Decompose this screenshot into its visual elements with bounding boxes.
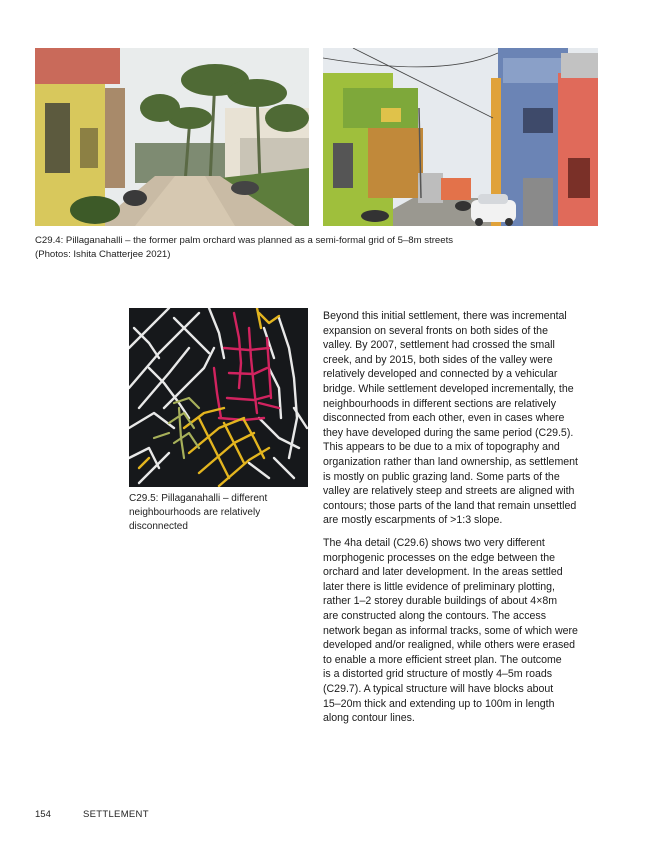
body-paragraph-2 [323, 536, 598, 726]
page-number: 154 [35, 809, 51, 820]
photo-colourful-street [323, 48, 598, 226]
body-paragraph-1 [323, 309, 598, 528]
text-line: Beyond this initial settlement, there was incremental [323, 310, 567, 322]
text-line: is mostly on public grazing land. Some parts of the [323, 470, 560, 483]
caption-line: neighbourhoods are relatively [129, 507, 261, 518]
text-line: later there is little evidence of preliminary plotting, [323, 580, 555, 593]
text-line: rather 1–2 storey durable buildings of about 4×8m [323, 595, 558, 608]
text-line: creek, and by 2015, both sides of the valley were [323, 353, 553, 366]
caption-line: disconnected [129, 521, 188, 532]
text-line: along contour lines. [323, 712, 415, 725]
text-line: contours; those parts of the land that remain unsettled [323, 499, 577, 512]
caption-line: C29.4: Pillaganahalli – the former palm orchard was planned as a semi-formal grid of 5–8m streets [35, 235, 454, 246]
text-line: expansion on several fronts on both sides of the [323, 324, 548, 337]
text-line: they have developed during the same period (C29.5). [323, 426, 574, 439]
text-line: bridge. While settlement developed incrementally, the [323, 382, 574, 395]
running-footer-section: SETTLEMENT [83, 809, 149, 820]
text-line: neighbourhoods in different sections are relatively [323, 397, 557, 410]
figure-caption-c29-4 [35, 234, 600, 261]
caption-line: C29.5: Pillaganahalli – different [129, 493, 268, 504]
text-line: are mostly escarpments of >1:3 slope. [323, 514, 503, 527]
text-line: relatively developed and connected by a vehicular [323, 368, 558, 381]
figure-caption-c29-5 [129, 492, 304, 534]
text-line: are constructed along the contours. The access [323, 609, 546, 622]
text-line: disconnected from each other, even in cases where [323, 412, 565, 425]
caption-credit: (Photos: Ishita Chatterjee 2021) [35, 248, 171, 260]
text-line: organization rather than land ownership, as settlement [323, 455, 578, 468]
text-line: 15–20m thick and extending up to 100m in length [323, 697, 555, 710]
text-line: valley are relatively steep and streets are aligned with [323, 485, 575, 498]
text-line: morphogenic processes on the edge between the [323, 551, 556, 564]
text-line: orchard and later development. In the areas settled [323, 566, 563, 579]
text-line: network began as informal tracks, some of which were [323, 624, 578, 637]
text-line: This appears to be due to a mix of topography and [323, 441, 560, 454]
text-line: to enable a more efficient street plan. The outcome [323, 653, 562, 666]
street-network-map [129, 308, 308, 487]
text-line: is a distorted grid structure of mostly 4–5m roads [323, 668, 553, 681]
text-line: The 4ha detail (C29.6) shows two very different [323, 537, 545, 549]
photo-palm-street [35, 48, 309, 226]
text-line: developed and/or realigned, while others were erased [323, 639, 576, 652]
text-line: (C29.7). A typical structure will have blocks about [323, 682, 554, 695]
text-line: valley. By 2007, settlement had crossed the small [323, 339, 555, 352]
